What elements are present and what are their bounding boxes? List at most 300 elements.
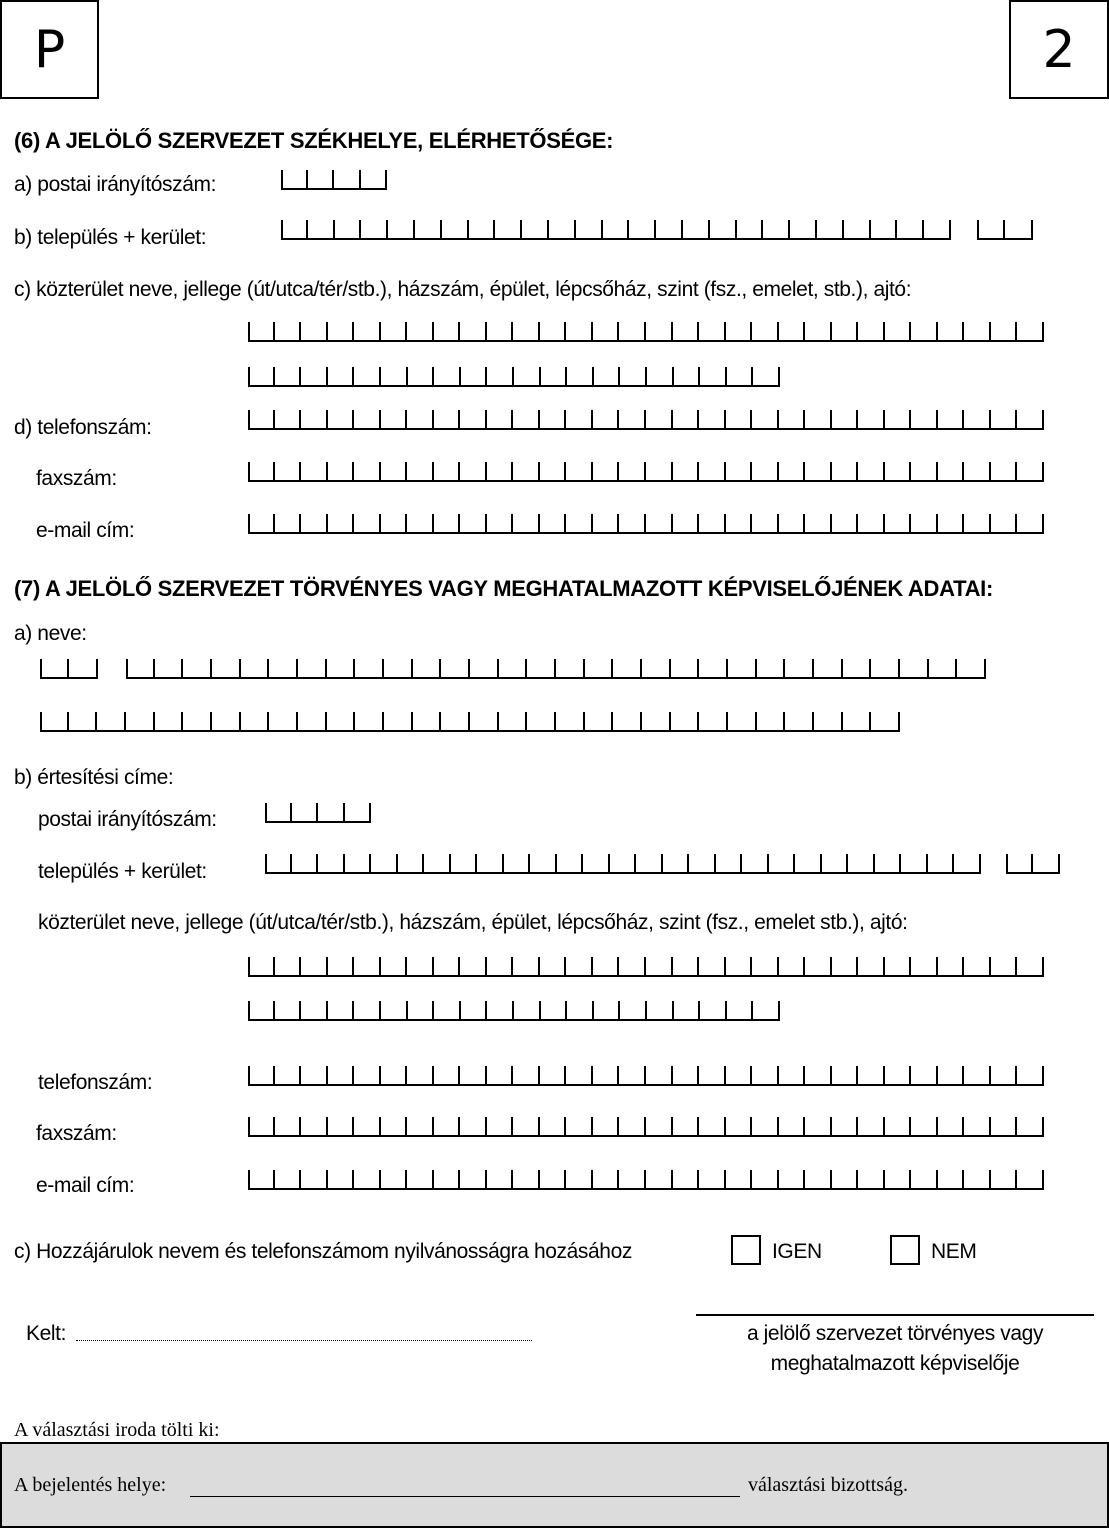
section7-name-field-1[interactable]	[126, 659, 986, 679]
box-divider	[962, 410, 964, 428]
box-divider	[379, 462, 381, 480]
box-divider	[458, 957, 460, 975]
box-divider	[1015, 322, 1017, 340]
box-divider	[1042, 322, 1044, 340]
box-divider	[724, 514, 726, 532]
box-divider	[382, 659, 384, 677]
signature-line	[696, 1314, 1094, 1316]
box-divider	[525, 659, 527, 677]
box-divider	[989, 1066, 991, 1084]
box-divider	[927, 659, 929, 677]
box-divider	[783, 712, 785, 730]
box-divider	[273, 957, 275, 975]
box-divider	[856, 1117, 858, 1135]
box-divider	[405, 957, 407, 975]
box-divider	[755, 712, 757, 730]
box-divider	[962, 462, 964, 480]
box-divider	[432, 1001, 434, 1019]
box-divider	[724, 957, 726, 975]
box-divider	[644, 1066, 646, 1084]
box-divider	[299, 410, 301, 428]
box-divider	[926, 854, 928, 872]
box-divider	[181, 659, 183, 677]
date-field[interactable]	[76, 1340, 532, 1341]
box-divider	[883, 410, 885, 428]
box-divider	[332, 170, 334, 188]
box-divider	[803, 957, 805, 975]
box-divider	[856, 462, 858, 480]
box-divider	[591, 1117, 593, 1135]
section6-fax-field[interactable]	[248, 462, 1044, 482]
box-divider	[936, 514, 938, 532]
box-divider	[708, 220, 710, 238]
box-divider	[485, 957, 487, 975]
box-divider	[909, 322, 911, 340]
box-divider	[432, 462, 434, 480]
box-divider	[697, 410, 699, 428]
section7-postal-code-field[interactable]	[265, 803, 371, 823]
box-divider	[210, 659, 212, 677]
box-divider	[290, 854, 292, 872]
section7-street-field-1[interactable]	[248, 957, 1044, 977]
box-divider	[326, 367, 328, 385]
box-divider	[777, 410, 779, 428]
box-divider	[922, 220, 924, 238]
box-divider	[883, 1117, 885, 1135]
box-divider	[1031, 220, 1033, 238]
box-divider	[459, 367, 461, 385]
box-divider	[909, 1066, 911, 1084]
box-divider	[611, 659, 613, 677]
box-divider	[644, 462, 646, 480]
box-divider	[153, 712, 155, 730]
box-divider	[820, 854, 822, 872]
box-divider	[724, 322, 726, 340]
box-divider	[788, 220, 790, 238]
box-divider	[67, 712, 69, 730]
box-divider	[634, 854, 636, 872]
box-divider	[761, 220, 763, 238]
box-divider	[777, 514, 779, 532]
box-divider	[432, 1066, 434, 1084]
box-divider	[697, 1170, 699, 1188]
box-divider	[591, 514, 593, 532]
page-number-box: 2	[1009, 0, 1109, 99]
section7-postal-code-label: postai irányítószám:	[38, 808, 217, 831]
page-letter-box: P	[0, 0, 99, 99]
box-divider	[352, 957, 354, 975]
box-divider	[379, 1117, 381, 1135]
box-divider	[485, 367, 487, 385]
box-divider	[306, 220, 308, 238]
section7-street-label: közterület neve, jellege (út/utca/tér/stb.), házszám, épület, lépcsőház, szint (fsz., emelet stb.), ajtó:	[38, 911, 908, 934]
box-divider	[989, 1170, 991, 1188]
box-divider	[511, 1117, 513, 1135]
box-divider	[671, 1117, 673, 1135]
box-divider	[525, 712, 527, 730]
box-divider	[352, 1001, 354, 1019]
box-divider	[554, 659, 556, 677]
box-divider	[909, 410, 911, 428]
box-divider	[581, 854, 583, 872]
box-divider	[405, 514, 407, 532]
box-divider	[273, 1001, 275, 1019]
box-divider	[325, 712, 327, 730]
box-divider	[697, 322, 699, 340]
box-divider	[1042, 1117, 1044, 1135]
box-divider	[439, 659, 441, 677]
box-divider	[396, 854, 398, 872]
box-divider	[735, 220, 737, 238]
box-divider	[803, 514, 805, 532]
section7-fax-label: faxszám:	[36, 1122, 117, 1145]
box-divider	[555, 854, 557, 872]
box-divider	[989, 1117, 991, 1135]
box-divider	[539, 367, 541, 385]
box-divider	[564, 410, 566, 428]
section7-district-field[interactable]	[1006, 854, 1060, 874]
box-divider	[697, 712, 699, 730]
box-divider	[777, 1117, 779, 1135]
box-divider	[687, 854, 689, 872]
box-divider	[379, 322, 381, 340]
box-divider	[565, 367, 567, 385]
box-divider	[1031, 854, 1033, 872]
box-divider	[869, 659, 871, 677]
box-divider	[316, 854, 318, 872]
box-divider	[617, 1170, 619, 1188]
box-divider	[352, 514, 354, 532]
section7-consent-label: c) Hozzájárulok nevem és telefonszámom nyilvánosságra hozásához	[14, 1240, 632, 1263]
box-divider	[485, 1066, 487, 1084]
box-divider	[564, 462, 566, 480]
box-divider	[869, 712, 871, 730]
box-divider	[644, 322, 646, 340]
section6-street-field-2[interactable]	[248, 367, 780, 387]
box-divider	[267, 712, 269, 730]
box-divider	[405, 1170, 407, 1188]
box-divider	[644, 957, 646, 975]
box-divider	[979, 854, 981, 872]
box-divider	[382, 712, 384, 730]
section6-fax-label: faxszám:	[36, 467, 117, 490]
box-divider	[564, 514, 566, 532]
section6-phone-label: d) telefonszám:	[14, 416, 152, 439]
box-divider	[299, 1001, 301, 1019]
box-divider	[299, 1117, 301, 1135]
box-divider	[1042, 1170, 1044, 1188]
box-divider	[273, 514, 275, 532]
section7-phone-field[interactable]	[248, 1066, 1044, 1086]
section6-postal-code-field[interactable]	[281, 170, 387, 190]
box-divider	[803, 462, 805, 480]
box-divider	[783, 659, 785, 677]
consent-yes-checkbox[interactable]	[731, 1235, 761, 1265]
box-divider	[724, 410, 726, 428]
box-divider	[467, 220, 469, 238]
box-divider	[538, 1170, 540, 1188]
box-divider	[539, 1001, 541, 1019]
box-divider	[725, 1001, 727, 1019]
box-divider	[458, 322, 460, 340]
office-section-title: A választási iroda tölti ki:	[14, 1419, 220, 1441]
submission-place-field[interactable]	[190, 1496, 740, 1497]
box-divider	[273, 410, 275, 428]
section6-district-field[interactable]	[977, 220, 1033, 240]
box-divider	[698, 1001, 700, 1019]
box-divider	[273, 1117, 275, 1135]
box-divider	[984, 659, 986, 677]
box-divider	[538, 322, 540, 340]
submission-place-label: A bejelentés helye:	[14, 1474, 167, 1496]
box-divider	[936, 462, 938, 480]
box-divider	[830, 322, 832, 340]
box-divider	[326, 1066, 328, 1084]
box-divider	[547, 220, 549, 238]
box-divider	[432, 1170, 434, 1188]
section7-street-field-2[interactable]	[248, 1001, 780, 1021]
box-divider	[538, 410, 540, 428]
box-divider	[458, 1066, 460, 1084]
box-divider	[405, 462, 407, 480]
box-divider	[326, 1117, 328, 1135]
box-divider	[564, 1066, 566, 1084]
box-divider	[538, 957, 540, 975]
box-divider	[661, 854, 663, 872]
box-divider	[830, 1170, 832, 1188]
section6-settlement-field[interactable]	[281, 220, 951, 240]
box-divider	[803, 410, 805, 428]
box-divider	[485, 410, 487, 428]
box-divider	[369, 854, 371, 872]
box-divider	[671, 1170, 673, 1188]
box-divider	[405, 410, 407, 428]
box-divider	[803, 1066, 805, 1084]
box-divider	[379, 1170, 381, 1188]
box-divider	[778, 367, 780, 385]
box-divider	[591, 957, 593, 975]
box-divider	[591, 462, 593, 480]
box-divider	[1042, 514, 1044, 532]
box-divider	[592, 1001, 594, 1019]
box-divider	[413, 220, 415, 238]
committee-label: választási bizottság.	[748, 1474, 908, 1496]
date-label: Kelt:	[26, 1322, 67, 1345]
box-divider	[873, 854, 875, 872]
box-divider	[856, 410, 858, 428]
box-divider	[564, 957, 566, 975]
box-divider	[697, 514, 699, 532]
box-divider	[830, 410, 832, 428]
box-divider	[750, 1066, 752, 1084]
consent-no-checkbox[interactable]	[890, 1235, 920, 1265]
box-divider	[989, 514, 991, 532]
box-divider	[512, 1001, 514, 1019]
box-divider	[273, 1066, 275, 1084]
box-divider	[714, 854, 716, 872]
box-divider	[962, 1170, 964, 1188]
box-divider	[697, 957, 699, 975]
box-divider	[955, 659, 957, 677]
section7-settlement-field[interactable]	[265, 854, 981, 874]
section7-heading: (7) A JELÖLŐ SZERVEZET TÖRVÉNYES VAGY MEGHATALMAZOTT KÉPVISELŐJÉNEK ADATAI:	[14, 576, 993, 601]
box-divider	[777, 322, 779, 340]
section7-title-field[interactable]	[40, 659, 98, 679]
box-divider	[326, 514, 328, 532]
box-divider	[936, 1117, 938, 1135]
box-divider	[210, 712, 212, 730]
box-divider	[296, 659, 298, 677]
box-divider	[617, 514, 619, 532]
box-divider	[724, 1117, 726, 1135]
box-divider	[352, 1066, 354, 1084]
box-divider	[962, 957, 964, 975]
box-divider	[405, 1066, 407, 1084]
box-divider	[497, 712, 499, 730]
box-divider	[352, 1117, 354, 1135]
box-divider	[671, 462, 673, 480]
box-divider	[989, 322, 991, 340]
box-divider	[583, 659, 585, 677]
box-divider	[95, 712, 97, 730]
box-divider	[611, 712, 613, 730]
box-divider	[591, 1066, 593, 1084]
box-divider	[379, 514, 381, 532]
box-divider	[645, 1001, 647, 1019]
box-divider	[751, 367, 753, 385]
box-divider	[405, 1117, 407, 1135]
box-divider	[296, 712, 298, 730]
box-divider	[326, 462, 328, 480]
box-divider	[497, 659, 499, 677]
box-divider	[1003, 220, 1005, 238]
section6-street-field-1[interactable]	[248, 322, 1044, 342]
office-fill-box	[0, 1442, 1109, 1528]
box-divider	[846, 854, 848, 872]
box-divider	[352, 410, 354, 428]
box-divider	[124, 712, 126, 730]
box-divider	[485, 1170, 487, 1188]
box-divider	[672, 367, 674, 385]
section7-settlement-label: település + kerület:	[38, 860, 207, 883]
box-divider	[883, 514, 885, 532]
box-divider	[697, 1066, 699, 1084]
box-divider	[583, 712, 585, 730]
box-divider	[502, 854, 504, 872]
box-divider	[777, 1066, 779, 1084]
box-divider	[369, 803, 371, 821]
box-divider	[511, 1170, 513, 1188]
box-divider	[909, 514, 911, 532]
box-divider	[617, 957, 619, 975]
box-divider	[352, 367, 354, 385]
box-divider	[316, 803, 318, 821]
box-divider	[1015, 957, 1017, 975]
box-divider	[724, 462, 726, 480]
section7-email-field[interactable]	[248, 1170, 1044, 1190]
section6-street-label: c) közterület neve, jellege (út/utca/tér/stb.), házszám, épület, lépcsőház, szint (fsz., emelet, stb.), ajtó:	[14, 278, 912, 301]
box-divider	[898, 712, 900, 730]
box-divider	[671, 1066, 673, 1084]
box-divider	[439, 712, 441, 730]
box-divider	[869, 220, 871, 238]
box-divider	[962, 514, 964, 532]
box-divider	[617, 322, 619, 340]
box-divider	[239, 659, 241, 677]
box-divider	[458, 514, 460, 532]
box-divider	[181, 712, 183, 730]
box-divider	[1042, 462, 1044, 480]
box-divider	[1042, 1066, 1044, 1084]
box-divider	[273, 1170, 275, 1188]
section6-phone-field[interactable]	[248, 410, 1044, 430]
box-divider	[493, 220, 495, 238]
section7-fax-field[interactable]	[248, 1117, 1044, 1137]
box-divider	[273, 367, 275, 385]
box-divider	[830, 462, 832, 480]
box-divider	[326, 1001, 328, 1019]
box-divider	[333, 220, 335, 238]
box-divider	[725, 367, 727, 385]
box-divider	[671, 957, 673, 975]
box-divider	[608, 854, 610, 872]
box-divider	[1042, 410, 1044, 428]
box-divider	[1058, 854, 1060, 872]
box-divider	[803, 1117, 805, 1135]
box-divider	[767, 854, 769, 872]
box-divider	[440, 220, 442, 238]
box-divider	[273, 322, 275, 340]
section7-address-label: b) értesítési címe:	[14, 766, 174, 789]
box-divider	[406, 367, 408, 385]
box-divider	[856, 1066, 858, 1084]
box-divider	[591, 322, 593, 340]
box-divider	[750, 1117, 752, 1135]
box-divider	[899, 854, 901, 872]
section6-email-field[interactable]	[248, 514, 1044, 534]
box-divider	[803, 1170, 805, 1188]
box-divider	[326, 322, 328, 340]
box-divider	[422, 854, 424, 872]
box-divider	[564, 1170, 566, 1188]
box-divider	[726, 659, 728, 677]
box-divider	[485, 514, 487, 532]
box-divider	[883, 957, 885, 975]
box-divider	[883, 462, 885, 480]
box-divider	[299, 322, 301, 340]
section7-name-field-2[interactable]	[40, 712, 900, 732]
box-divider	[432, 957, 434, 975]
box-divider	[299, 514, 301, 532]
box-divider	[485, 322, 487, 340]
box-divider	[379, 957, 381, 975]
box-divider	[640, 659, 642, 677]
box-divider	[306, 170, 308, 188]
box-divider	[856, 514, 858, 532]
box-divider	[299, 462, 301, 480]
box-divider	[459, 1001, 461, 1019]
box-divider	[511, 1066, 513, 1084]
box-divider	[353, 659, 355, 677]
box-divider	[640, 712, 642, 730]
box-divider	[644, 1117, 646, 1135]
box-divider	[841, 659, 843, 677]
box-divider	[385, 170, 387, 188]
box-divider	[485, 1117, 487, 1135]
box-divider	[475, 854, 477, 872]
box-divider	[411, 659, 413, 677]
box-divider	[1015, 410, 1017, 428]
